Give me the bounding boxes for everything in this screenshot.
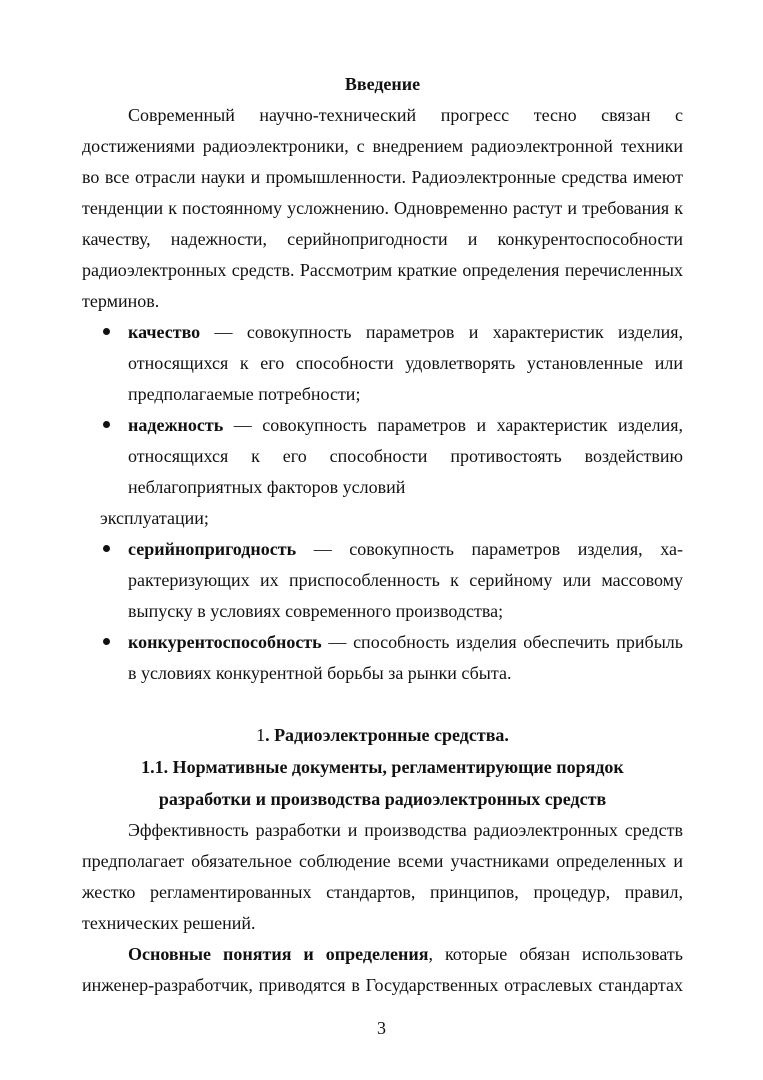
- definition-first-line: [128, 631, 683, 653]
- section-number: 1: [256, 725, 266, 745]
- definition-first-line: [128, 538, 683, 560]
- definition-term: качество: [128, 322, 201, 342]
- bullet-icon: [103, 545, 110, 552]
- definition-text: — совокупность параметров изделия, ха-: [296, 539, 683, 559]
- key-concepts-term: Основные понятия и определения: [128, 944, 429, 964]
- intro-title: Введение: [344, 74, 421, 94]
- definition-line: предполагаемые потребности;: [128, 384, 361, 404]
- section-title: [82, 724, 683, 746]
- bullet-icon: [103, 421, 110, 428]
- definition-first-line: [128, 414, 683, 436]
- paragraph-line: технических решений.: [82, 913, 256, 933]
- subsection-title-line: 1.1. Нормативные документы, регламентирующие порядок: [141, 757, 624, 777]
- bullet-icon: [103, 638, 110, 645]
- definition-line: рактеризующих их приспособленность к серийному или массовому: [128, 570, 683, 590]
- definition-text: — способность изделия обеспечить прибыль: [321, 632, 683, 652]
- intro-line: тенденции к постоянному усложнению. Одновременно растут и требования к: [82, 198, 683, 218]
- definition-term: надежность: [128, 415, 224, 435]
- intro-line: Современный научно-технический прогресс тесно связан с: [128, 105, 683, 125]
- definition-first-line: [128, 321, 683, 343]
- definition-line: выпуску в условиях современного производства;: [128, 601, 504, 621]
- paragraph-line: предполагает обязательное соблюдение всеми участниками определенных и: [82, 851, 683, 871]
- paragraph-line: жестко регламентированных стандартов, принципов, процедур, правил,: [82, 882, 683, 902]
- intro-line: радиоэлектронных средств. Рассмотрим краткие определения перечисленных: [82, 260, 683, 280]
- bullet-icon: [103, 328, 110, 335]
- definition-text: — совокупность параметров и характеристик изделия,: [200, 322, 683, 342]
- definition-continuation: эксплуатации;: [100, 508, 209, 528]
- definition-line: неблагоприятных факторов условий: [128, 477, 406, 497]
- definition-line: в условиях конкурентной борьбы за рынки сбыта.: [128, 663, 512, 683]
- definition-term: конкурентоспособность: [128, 632, 322, 652]
- definition-text: — совокупность параметров и характеристик изделия,: [223, 415, 683, 435]
- intro-line: достижениями радиоэлектроники, с внедрением радиоэлектронной техники: [82, 136, 683, 156]
- paragraph-line: Эффективность разработки и производства радиоэлектронных средств: [128, 820, 683, 840]
- intro-line: качеству, надежности, серийнопригодности и конкурентоспособности: [82, 229, 683, 249]
- paragraph-line: [128, 943, 683, 965]
- subsection-title-line: разработки и производства радиоэлектронных средств: [158, 789, 607, 809]
- definition-term: серийнопригодность: [128, 539, 297, 559]
- definition-line: относящихся к его способности противостоять воздействию: [128, 446, 683, 466]
- definition-line: относящихся к его способности удовлетворять установленные или: [128, 353, 683, 373]
- page-number: 3: [377, 1018, 386, 1038]
- intro-line: во все отрасли науки и промышленности. Радиоэлектронные средства имеют: [82, 167, 683, 187]
- paragraph-line: инженер-разработчик, приводятся в Государственных отраслевых стандартах: [82, 975, 683, 995]
- section-title-text: . Радиоэлектронные средства.: [265, 725, 509, 745]
- intro-line: терминов.: [82, 291, 160, 311]
- paragraph-text: , которые обязан использовать: [428, 944, 683, 964]
